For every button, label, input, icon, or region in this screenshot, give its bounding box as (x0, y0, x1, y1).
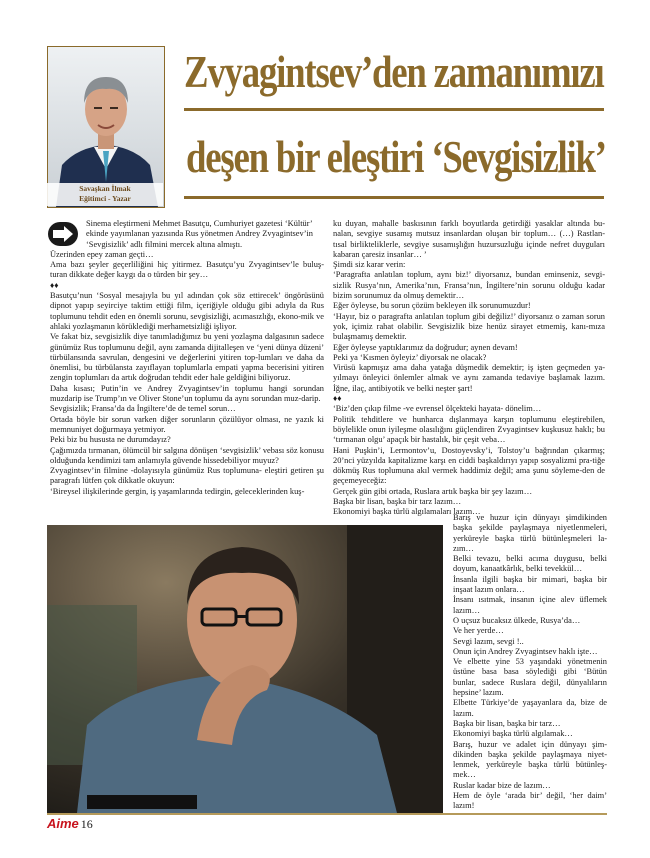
paragraph: Eğer öyleyse, bu sorun çözüm bekleyen ilk sorunumuzdur! (333, 301, 531, 311)
paragraph: Eğer öyleyse yaptıklarımız da doğrudur; aynen devam! (333, 342, 518, 352)
director-photo (47, 525, 443, 813)
paragraph: Daha kısası; Putin’in ve Andrey Zvyagintsev’in toplumu hangi sorundan muzdarip ise Trump’ın ve Oliver Stone’un toplumu da aynı sorundan muz-darip. (50, 383, 324, 404)
paragraph: Ekonomiyi başka türlü algılamak… (453, 729, 573, 739)
paragraph: ku duyan, mahalle baskısının farklı boyutlarda getirdiği yasaklar altında bu-nalan, sevgiye susamış mutsuz insanlardan oluşan bir toplum… (…) Rastlan-tısal birlikteliklerle, sevgiye susamışlığın huzursuzluğu içinde nefret duyguları kabaran çaresiz insanlar… ’ (333, 219, 605, 259)
paragraph: Politik tehditlere ve hunharca dışlanmaya karşın toplumunu eleştirebilen, böylelikle onun iyileşme olasılığını güçlendiren Zvyagintsev kuşkusuz haklı; bu ‘tırmanan olgu’ apaçık bir hastalık, bir çeşit veba… (333, 414, 605, 445)
paragraph: İnsanı ısıtmak, insanın içine alev üflemek lazım… (453, 595, 607, 615)
headline-rule-2 (184, 196, 604, 199)
paragraph: Çağımızda tırmanan, ölümcül bir salgına dönüşen ‘sevgisizlik’ vebası söz konusu olduğunda kendimizi tam anlamıyla güvende hissedebiliyor muyuz? (50, 445, 324, 465)
article-column-1 (50, 219, 324, 497)
author-name: Savaşkan İlmak (79, 184, 131, 193)
paragraph: Başka bir lisan, başka bir tarz… (453, 718, 561, 728)
paragraph: Ortada böyle bir sorun varken diğer sorunların çözülüyor olması, ne yazık ki memnuniyet doğurmaya yetmiyor. (50, 414, 324, 434)
paragraph: Gerçek gün gibi ortada, Ruslara artık başka bir şey lazım… (333, 486, 533, 496)
page-number: 16 (80, 817, 93, 831)
paragraph: Ve her yerde… (453, 626, 504, 636)
paragraph: Basutçu’nun ‘Sosyal mesajıyla bu yıl adından çok söz ettirecek’ öngörüsünü dipnot yapıp seyirciye taktim ettiği film, içeriğiyle olduğu gibi adıyla da Rus toplumunu tehdit eden en önemli sorunu, sevgisizliği, acımasızlığı, ekono-mik ve ahlaki yozlaşmanın körüklediği merhametsizliği işliyor. (50, 291, 324, 331)
author-role: Eğitimci - Yazar (79, 194, 131, 203)
paragraph: ‘Hayır, biz o paragrafta anlatılan toplum gibi değiliz!’ diyorsanız o zaman sorun yok, içimiz rahat olabilir. Sevgisizlik bize henüz sirayet etmemiş, kanı-mıza bulaşmamış demektir. (333, 311, 605, 342)
paragraph: Peki biz bu hususta ne durumdayız? (50, 435, 171, 445)
author-caption (47, 183, 163, 206)
paragraph: ‘Bireysel ilişkilerinde gergin, iş yaşamlarında tedirgin, geleceklerinden kuş- (50, 486, 305, 496)
paragraph: Hem de öyle ‘arada bir’ değil, ‘her daim’ lazım! (453, 791, 607, 811)
section-divider: ♦♦ (333, 394, 342, 404)
headline-line-2: deşen bir eleştiri ‘Sevgisizlik’ (186, 131, 606, 182)
paragraph: Zvyagintsev’in filmine -dolayısıyla günümüz Rus toplumuna- eleştiri getiren şu paragrafı lütfen çok dikkatle okuyun: (50, 466, 324, 486)
paragraph: Virüsü kapmışız ama daha yatağa düşmedik demektir; iş işten geçmeden ya-yılmayı önleyici önlemler almak ve aynı zamanda tedaviye başlamak lazım. İğne, ilaç, antibiyotik ve belki neşter şart! (333, 363, 605, 393)
paragraph: Barış, huzur ve adalet için dünyayı şim-dikinden başka şekilde paylaşmaya niyet-lenmek, yerküreyle başka türlü bütünleş-mek… (453, 739, 607, 780)
paragraph: Ama bazı şeyler geçerliliğini hiç yitirmez. Basutçu’yu Zvyagintsev’le buluş-turan dikkate değer kaygı da o türden bir şey… (50, 260, 324, 280)
paragraph: Barış ve huzur için dünyayı şimdikinden başka şekilde paylaşmaya niyetlenmeleri, yerküreyle başka türlü bütünleşmeleri la-zım… (453, 513, 607, 553)
paragraph: Hani Puşkin’i, Lermontov’u, Dostoyevsky’i, Tolstoy’u bağrından çıkarmış; 20’nci yüzyılda kapitalizme karşı en ciddi başkaldırıyı yapıp sosyalizmi pra-tiğe dökmüş Rus toplumuna akıl vermek haddimiz değil; ama şunu söyleme-den de geçemeyeceğiz: (333, 445, 605, 486)
paragraph: ‘Biz’den çıkıp filme -ve evrensel ölçekteki hayata- dönelim… (333, 404, 542, 414)
paragraph: Ve elbette yine 53 yaşındaki yönetmenin üstüne basa basa söylediği gibi ‘Bütün bunlar, sadece Ruslara değil, dünyalıların hepsine’ lazım. (453, 657, 607, 698)
director-photo-illustration (47, 525, 443, 813)
paragraph: Sevgisizlik; Fransa’da da İngiltere’de de temel sorun… (50, 404, 236, 414)
paragraph: İnsanla ilgili başka bir mimari, başka bir inşaat lazım onlara… (453, 574, 607, 595)
paragraph: Elbette Türkiye’de yaşayanlara da, bize de lazım. (453, 698, 607, 718)
paragraph: ‘Sevgisizlik’ adlı filmini mercek altına almıştı. (86, 239, 243, 249)
magazine-logo: Aime (47, 816, 79, 831)
paragraph: Peki ya ‘Kısmen öyleyiz’ diyorsak ne olacak? (333, 352, 487, 362)
paragraph: Onun için Andrey Zvyagintsev haklı işte… (453, 646, 598, 656)
section-divider: ♦♦ (50, 280, 59, 290)
footer-rule (47, 813, 607, 815)
paragraph: Sevgi lazım, sevgi !.. (453, 636, 524, 646)
paragraph: Ruslar kadar bize de lazım… (453, 780, 551, 790)
paragraph: Sinema eleştirmeni Mehmet Basutçu, Cumhuriyet gazetesi ‘Kültür’ (86, 219, 313, 228)
paragraph: Üzerinden epey zaman geçti… (50, 249, 154, 259)
paragraph: Başka bir lisan, başka bir tarz lazım… (333, 497, 462, 507)
paragraph: Ve fakat biz, sevgisizlik diye tanımladığımız bu yeni yozlaşma dalgasının sadece günümüz Rus toplumunu değil, aynı zamanda dijitalleşen ve ‘yeni dünya düzeni’ türbülansında savrulan, dengesini ve değerlerini yitiren top-lumları ve daha da önemlisi, bu türbülansta zayıflayan toplumlarla empati yapma becerisini yitiren zengin toplumları da artık doğrudan tehdit eder hale geldiğini biliyoruz. (50, 332, 324, 383)
paragraph: Ekonomiyi başka türlü algılamaları lazım… (333, 507, 481, 517)
article-column-3 (453, 513, 607, 812)
headline-line-1: Zvyagintsev’den zamanımızı (184, 46, 604, 97)
paragraph: ekinde yayımlanan yazısında Rus yönetmen Andrey Zvyagintsev’in (86, 229, 313, 239)
headline-rule-1 (184, 108, 604, 111)
article-column-2 (333, 219, 605, 518)
paragraph: O uçsuz bucaksız ülkede, Rusya’da… (453, 615, 581, 625)
paragraph: Şimdi siz karar verin: (333, 260, 406, 270)
paragraph: ‘Paragrafta anlatılan toplum, aynı biz!’ diyorsanız, bundan eminseniz, sevgi-sizlik Rusya’nın, Amerika’nın, Fransa’nın, İngiltere’nin sorunu olduğu kadar bizim sorunumuz da olmuş demektir… (333, 270, 605, 301)
paragraph: Belki tevazu, belki acıma duygusu, belki doyum, kanaatkârlık, belki tevekkül… (453, 554, 607, 574)
page-footer (47, 816, 93, 832)
